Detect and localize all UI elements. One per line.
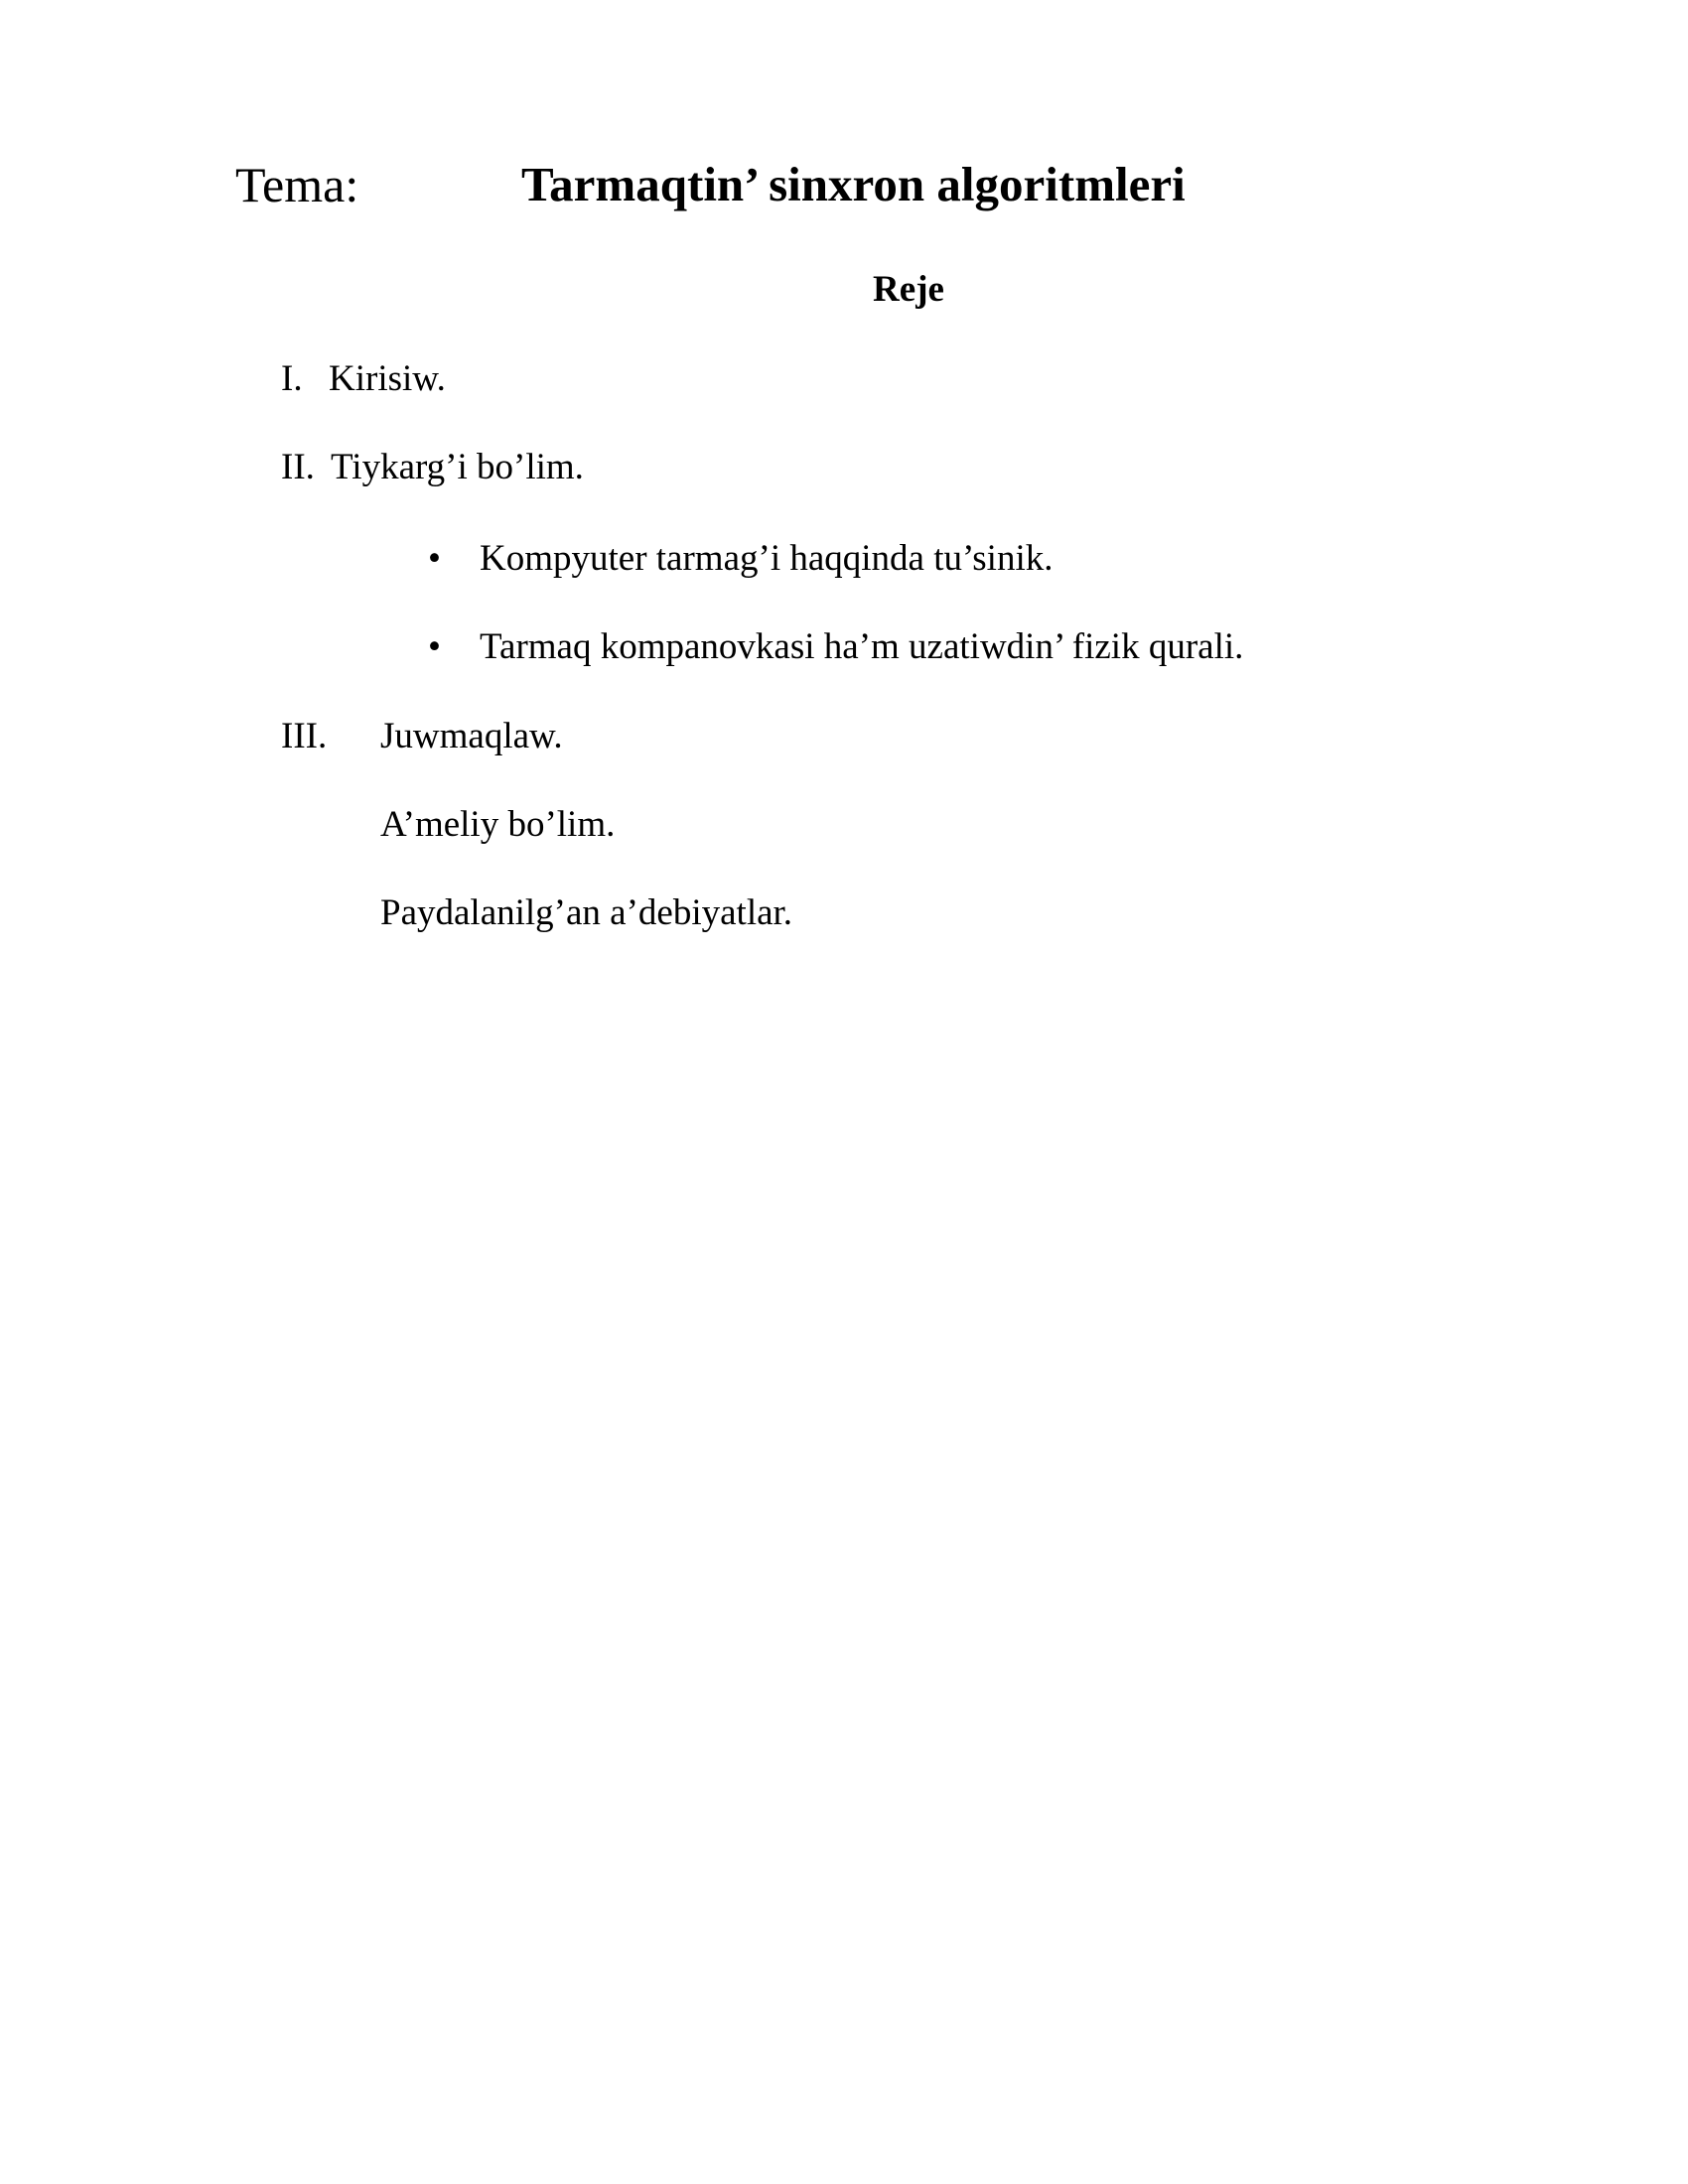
extra-line: Paydalanilg’an a’debiyatlar. bbox=[380, 892, 793, 933]
extra-line: A’meliy bo’lim. bbox=[380, 804, 616, 845]
list-item-text: Juwmaqlaw. bbox=[380, 716, 563, 756]
plan-heading: Reje bbox=[873, 269, 944, 310]
list-item-text: Tiykarg’i bo’lim. bbox=[331, 447, 584, 487]
list-item-numeral: I. bbox=[281, 358, 303, 399]
list-item-numeral: III. bbox=[281, 716, 328, 756]
list-item-text: Kirisiw. bbox=[329, 358, 446, 399]
list-item-numeral: II. bbox=[281, 447, 315, 487]
bullet-item-text: Tarmaq kompanovkasi ha’m uzatiwdin’ fizik qurali. bbox=[480, 626, 1244, 667]
tema-label: Tema: bbox=[235, 157, 359, 212]
bullet-icon: • bbox=[428, 538, 441, 579]
bullet-item-text: Kompyuter tarmag’i haqqinda tu’sinik. bbox=[480, 538, 1054, 579]
document-title: Tarmaqtin’ sinxron algoritmleri bbox=[521, 157, 1186, 211]
bullet-icon: • bbox=[428, 626, 441, 667]
